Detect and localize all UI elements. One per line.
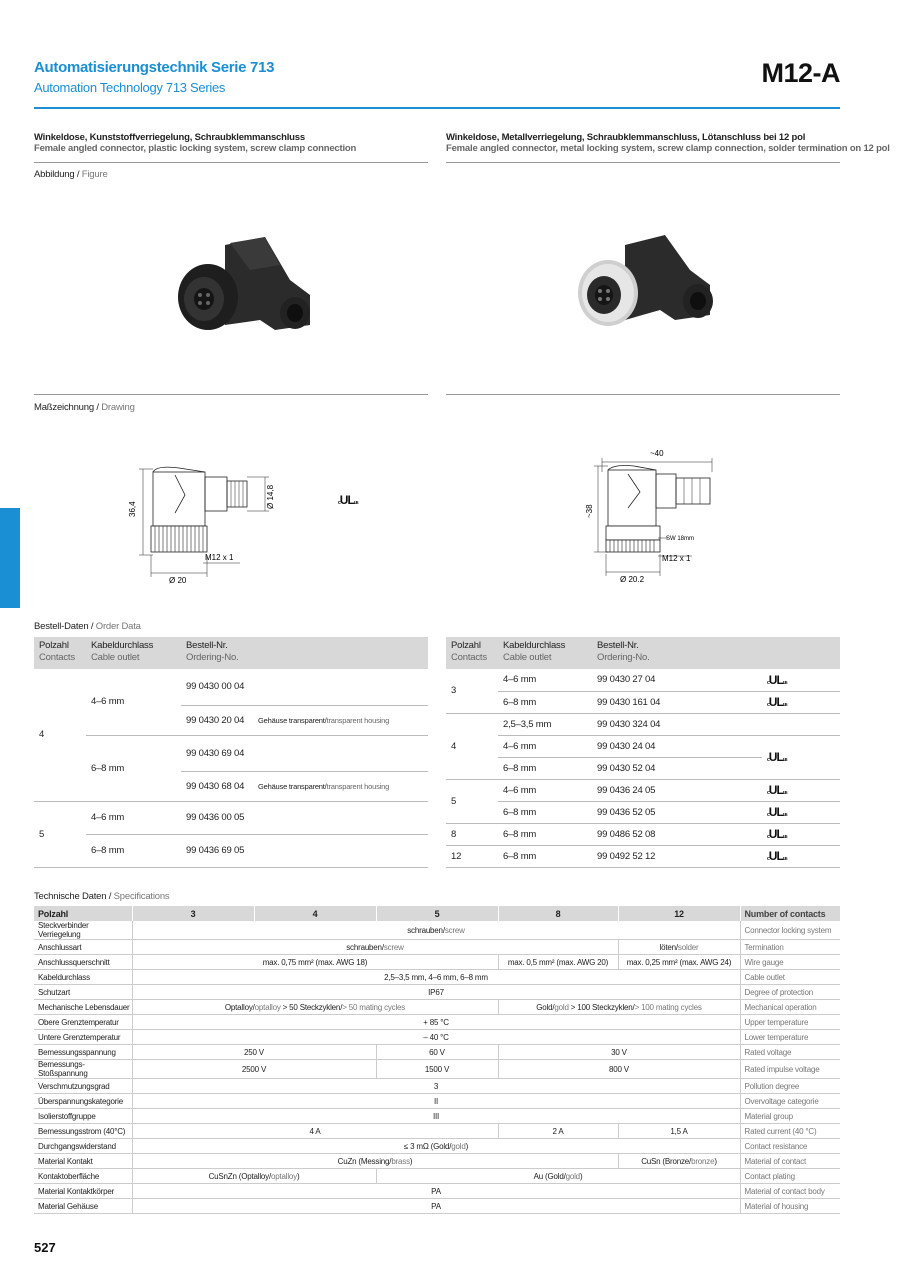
table-header [34,637,428,669]
table-row: Material Gehäuse PA Material of housing [34,1199,840,1214]
divider [446,394,840,395]
svg-text:~40: ~40 [650,449,664,458]
table-row: 8 6–8 mm 99 0486 52 08 cULus [446,823,840,845]
table-row: 6–8 mm 99 0436 69 05 [34,834,428,867]
column-header: Bestell-Nr. Ordering-No. [592,637,762,669]
column-header: Bestell-Nr. Ordering-No. [181,637,428,669]
svg-text:~38: ~38 [585,504,594,518]
column-header: Kabeldurchlass Cable outlet [498,637,592,669]
spec-table [34,906,840,1214]
ul-certification-icon: cULus [338,493,358,507]
table-row: Bemessungs-Stoßspannung 2500 V 1500 V 800 V Rated impulse voltage [34,1060,840,1079]
table-row: Schutzart IP67 Degree of protection [34,985,840,1000]
ul-certification-icon: cULus [767,750,787,764]
product-title-right-de: Winkeldose, Metallverriegelung, Schraubklemmanschluss, Lötanschluss bei 12 pol [446,132,806,143]
connector-photo-left [170,225,320,345]
table-row: 5 4–6 mm 99 0436 24 05 cULus [446,779,840,801]
svg-text:36,4: 36,4 [128,501,137,517]
divider [34,162,428,163]
svg-text:Ø 20: Ø 20 [169,576,187,585]
table-row: 4 2,5–3,5 mm 99 0430 324 04 [446,713,840,735]
svg-text:Ø 14,8: Ø 14,8 [266,484,275,509]
table-row: 99 0430 68 04 Gehäuse transparent/transparent housing [34,771,428,801]
product-code: M12-A [761,58,840,88]
table-header [446,637,840,669]
column-header: Kabeldurchlass Cable outlet [86,637,181,669]
ul-certification-icon: cULus [767,827,787,841]
table-row: 6–8 mm 99 0430 52 04 [446,757,840,779]
table-row: Überspannungskategorie II Overvoltage categorie [34,1094,840,1109]
table-row: 6–8 mm 99 0436 52 05 cULus [446,801,840,823]
table-row: Anschlussquerschnitt max. 0,75 mm² (max. AWG 18) max. 0,5 mm² (max. AWG 20) max. 0,25 mm² (max. AWG 24) Wire gauge [34,955,840,970]
svg-text:M12 x 1: M12 x 1 [205,553,234,562]
connector-photo-right [570,225,720,345]
side-tab [0,508,20,608]
series-title-de: Automatisierungstechnik Serie 713 [34,59,275,76]
table-row: Mechanische Lebensdauer Optalloy/optalloy > 50 Steckzyklen/> 50 mating cycles Gold/gold > 100 Steckzyklen/> 100 mating cycles Mechanical operation [34,1000,840,1015]
divider [446,162,840,163]
ul-certification-icon: cULus [767,783,787,797]
table-row: 4 4–6 mm 99 0430 00 04 [34,669,428,705]
ul-certification-icon: cULus [767,805,787,819]
order-table-left [34,637,428,868]
order-label: Bestell-Daten / Order Data [34,621,141,632]
table-row: Material Kontakt CuZn (Messing/brass) CuSn (Bronze/bronze) Material of contact [34,1154,840,1169]
table-row: Obere Grenztemperatur + 85 °C Upper temperature [34,1015,840,1030]
product-title-right-en: Female angled connector, metal locking system, screw clamp connection, solder termination on 12 pol [446,143,890,154]
table-row: Kabeldurchlass 2,5–3,5 mm, 4–6 mm, 6–8 mm Cable outlet [34,970,840,985]
table-header: Polzahl 3 4 5 8 12 Number of contacts [34,906,840,921]
table-row: Durchgangswiderstand ≤ 3 mΩ (Gold/gold) Contact resistance [34,1139,840,1154]
svg-text:SW 18mm: SW 18mm [666,536,695,542]
table-row: 6–8 mm 99 0430 161 04 cULus [446,691,840,713]
spec-label: Technische Daten / Specifications [34,891,170,902]
svg-text:M12 x 1: M12 x 1 [662,554,691,563]
product-title-left-de: Winkeldose, Kunststoffverriegelung, Schraubklemmanschluss [34,132,305,143]
ul-certification-icon: cULus [767,849,787,863]
table-row: 6–8 mm 99 0430 69 04 [34,735,428,771]
table-row: 5 4–6 mm 99 0436 00 05 [34,801,428,834]
table-row: Steckverbinder Verriegelung schrauben/screw Connector locking system [34,921,840,940]
table-row: Kontaktoberfläche CuSnZn (Optalloy/optalloy) Au (Gold/gold) Contact plating [34,1169,840,1184]
table-row: 99 0430 20 04 Gehäuse transparent/transparent housing [34,705,428,735]
product-title-left [34,132,428,154]
divider [34,394,428,395]
header-rule [34,107,840,109]
table-row: Anschlussart schrauben/screw löten/solder Termination [34,940,840,955]
drawing-right [580,442,730,582]
table-row: 4–6 mm 99 0430 24 04 cULus [446,735,840,757]
ul-certification-icon: cULus [767,695,787,709]
drawing-label: Maßzeichnung / Drawing [34,402,135,413]
series-title-en: Automation Technology 713 Series [34,80,226,95]
ul-certification-icon: cULus [767,672,787,687]
table-row: Verschmutzungsgrad 3 Pollution degree [34,1079,840,1094]
column-header: Polzahl Contacts [446,637,498,669]
product-title-right [446,132,890,154]
table-row: Untere Grenztemperatur – 40 °C Lower temperature [34,1030,840,1045]
product-title-left-en: Female angled connector, plastic locking system, screw clamp connection [34,143,357,154]
drawing-left [125,455,285,585]
table-row: Bemessungsspannung 250 V 60 V 30 V Rated voltage [34,1045,840,1060]
svg-text:Ø 20,2: Ø 20,2 [620,575,645,582]
order-table-right [446,637,840,868]
figure-label: Abbildung / Figure [34,169,108,180]
table-row: Material Kontaktkörper PA Material of contact body [34,1184,840,1199]
table-row: 3 4–6 mm 99 0430 27 04 cULus [446,669,840,691]
table-row: Bemessungsstrom (40°C) 4 A 2 A 1,5 A Rated current (40 °C) [34,1124,840,1139]
table-row: 12 6–8 mm 99 0492 52 12 cULus [446,845,840,867]
column-header: Polzahl Contacts [34,637,86,669]
page-number: 527 [34,1240,56,1255]
table-row: Isolierstoffgruppe III Material group [34,1109,840,1124]
